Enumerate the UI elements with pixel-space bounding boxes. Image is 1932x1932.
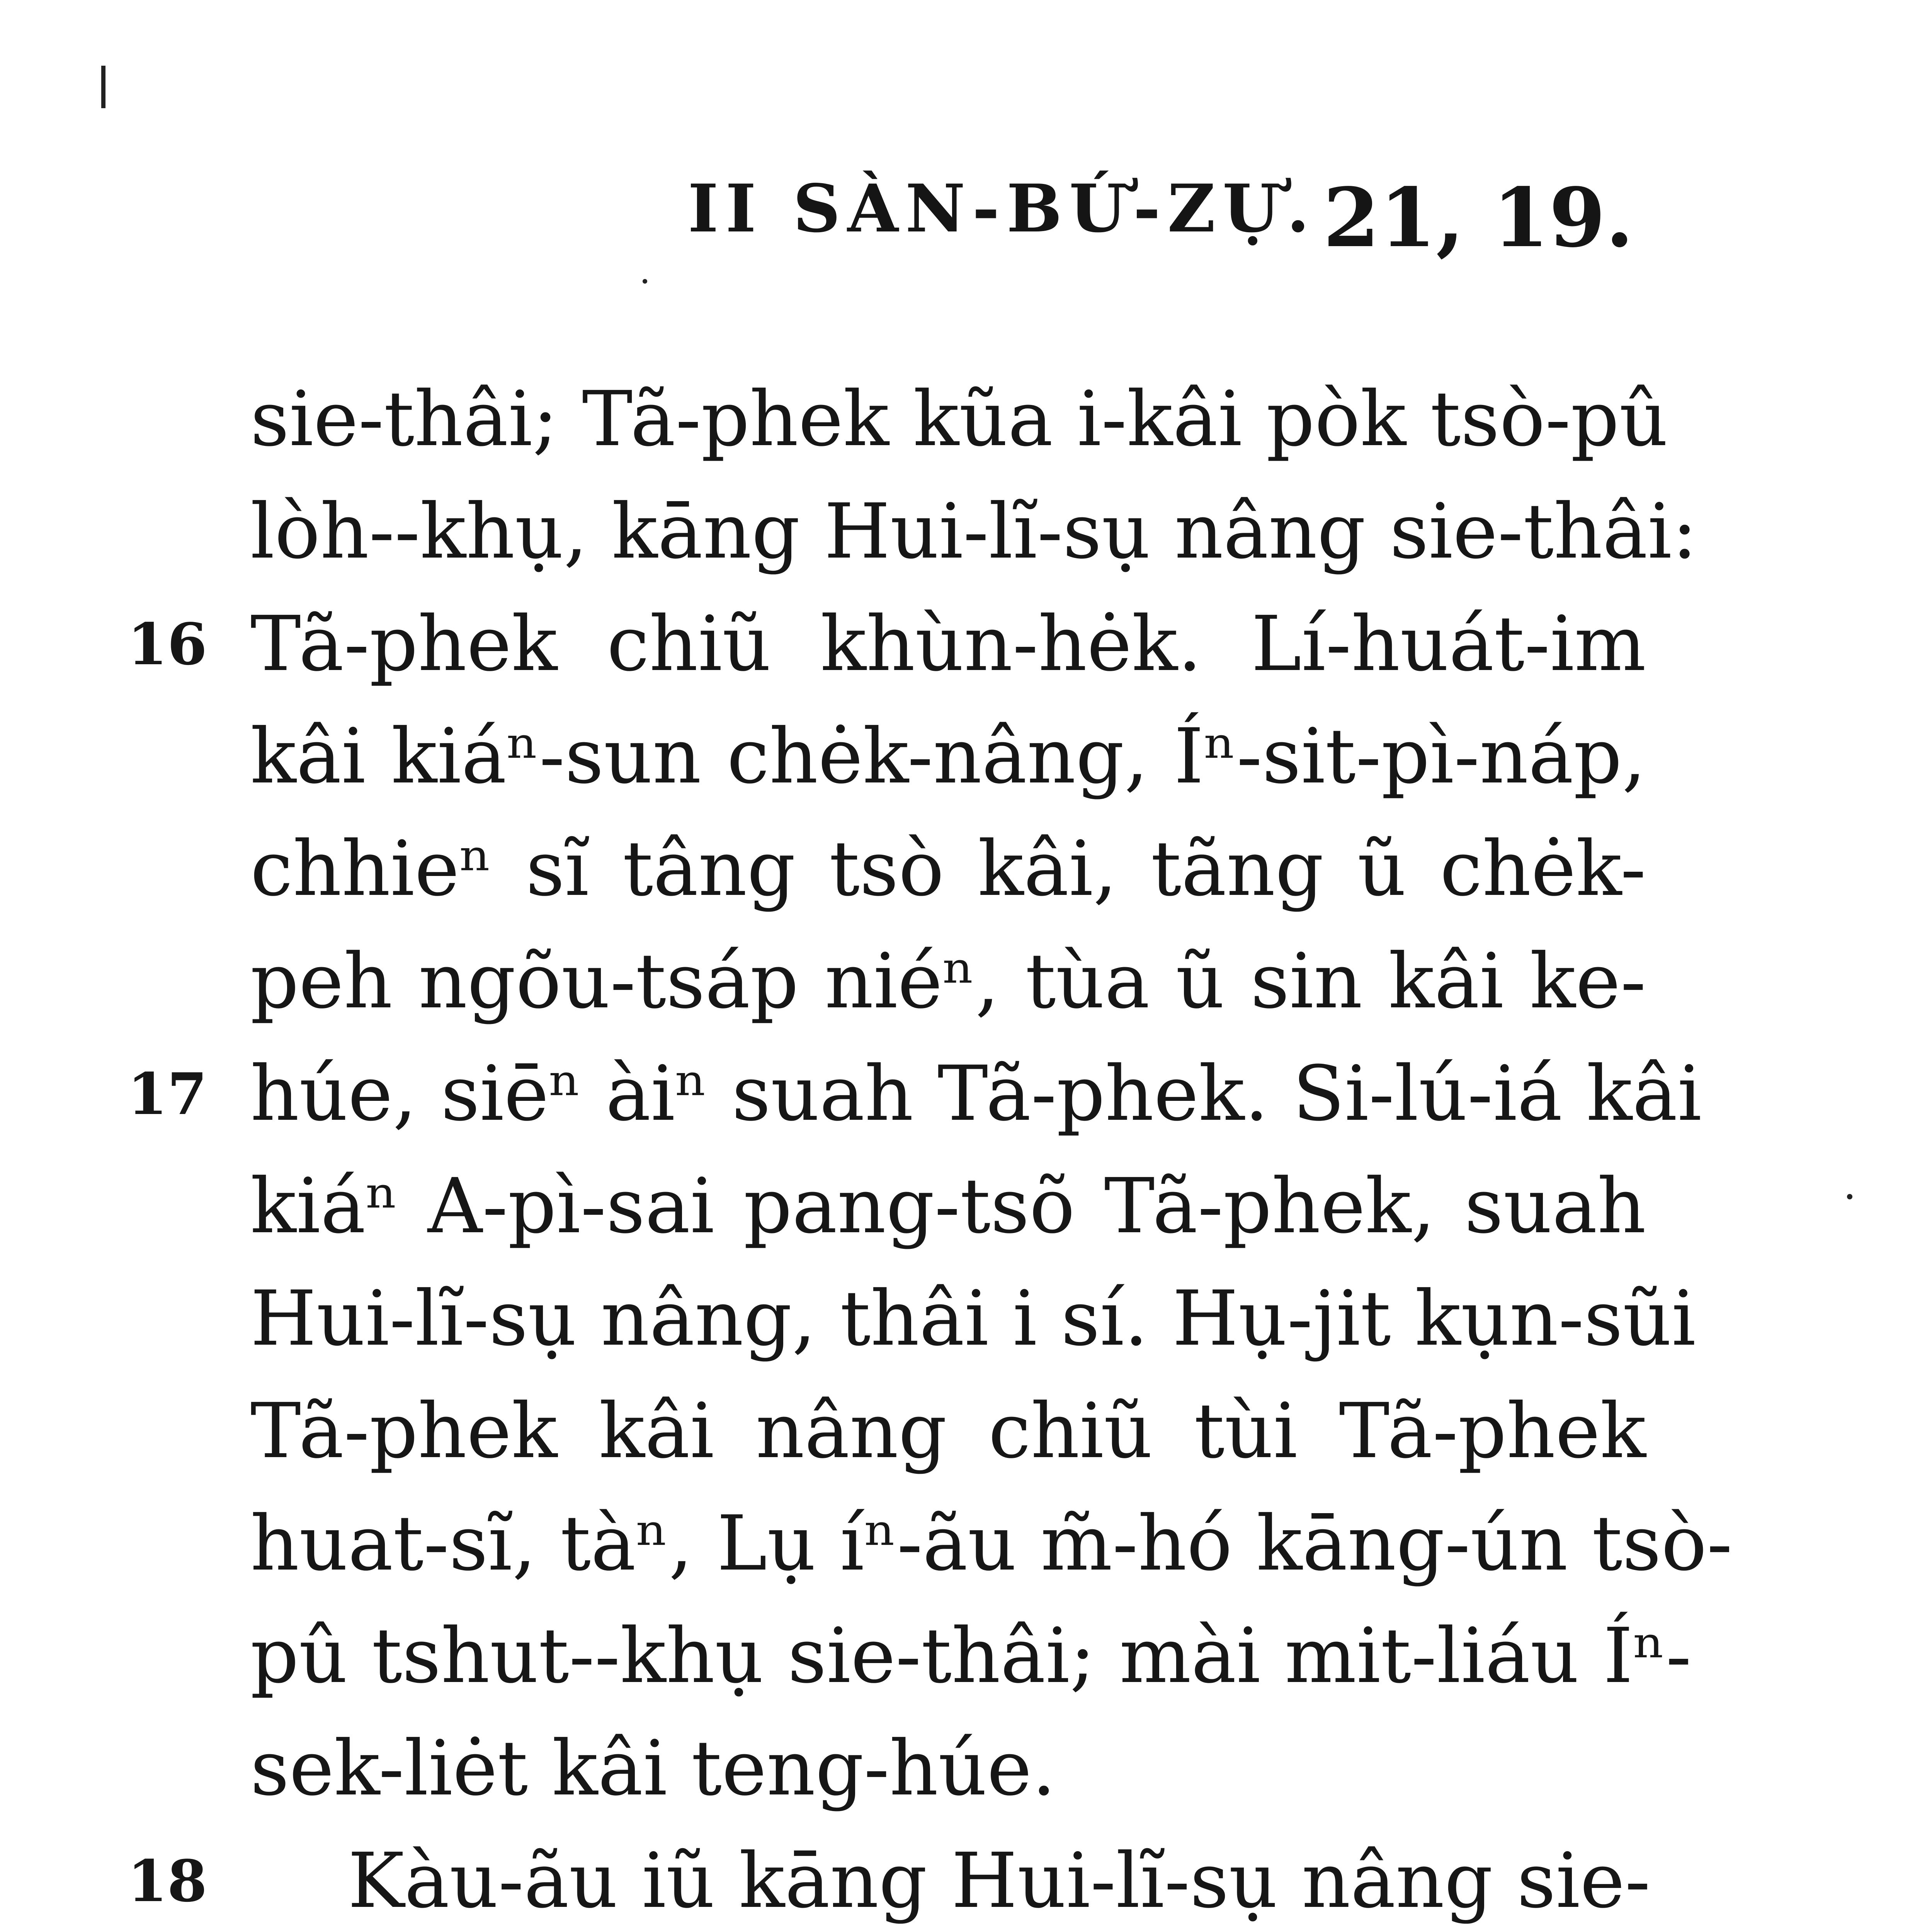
- line-text: peh ngõu-tsáp niéⁿ, tùa ũ sin kâi ke-: [250, 937, 1646, 1026]
- text-line: [128, 1713, 1646, 1825]
- text-line: [128, 1600, 1692, 1713]
- margin-mark: [101, 66, 105, 108]
- text-line: [128, 476, 1697, 588]
- verse-number: 16: [128, 611, 207, 678]
- page-header: [688, 170, 1634, 263]
- text-line: [128, 925, 1646, 1038]
- line-text: Kàu-ãu iũ kāng Hui-lĩ-sụ nâng sie-: [348, 1837, 1651, 1925]
- line-text: Hui-lĩ-sụ nâng, thâi i sí. Hụ-jit kụn-sũi: [250, 1275, 1696, 1363]
- line-text: lòh--khụ, kāng Hui-lĩ-sụ nâng sie-thâi:: [250, 488, 1697, 576]
- text-line: [128, 1375, 1646, 1488]
- line-text: Tã-phek kâi nâng chiũ tùi Tã-phek: [250, 1387, 1646, 1475]
- text-line: [128, 363, 1668, 476]
- scripture-text: [128, 363, 1733, 1932]
- text-line: [128, 1038, 1702, 1150]
- text-line: [128, 1263, 1696, 1375]
- verse-number: 17: [128, 1060, 207, 1128]
- line-text: chhieⁿ sĩ tâng tsò kâi, tãng ũ chėk-: [250, 825, 1646, 913]
- text-line: [128, 1488, 1733, 1600]
- line-text: pû tshut--khụ sie-thâi; mài mit-liáu Íⁿ-: [250, 1612, 1692, 1700]
- speck-mark: [643, 279, 647, 284]
- chapter-verse-reference: 21, 19.: [1323, 170, 1634, 265]
- text-line: [128, 1150, 1646, 1263]
- line-text: Tã-phek chiũ khùn-hėk. Lí-huát-im: [250, 600, 1646, 688]
- text-line: [128, 813, 1646, 925]
- text-line: [128, 701, 1646, 813]
- verse-number: 18: [128, 1847, 207, 1915]
- line-text: kâi kiáⁿ-sun chėk-nâng, Íⁿ-sit-pì-náp,: [250, 713, 1646, 801]
- text-line: [128, 1825, 1651, 1932]
- line-text: húe, siēⁿ àiⁿ suah Tã-phek. Si-lú-iá kâi: [250, 1050, 1702, 1138]
- line-text: sek-liėt kâi teng-húe.: [250, 1725, 1056, 1813]
- line-text: kiáⁿ A-pì-sai pang-tsõ Tã-phek, suah: [250, 1162, 1646, 1250]
- line-text: huat-sĩ, tàⁿ, Lụ íⁿ-ãu m̃-hó kāng-ún tsò-: [250, 1500, 1733, 1588]
- text-line: [128, 588, 1646, 701]
- speck-mark: [1847, 1194, 1852, 1199]
- running-title: II SÀN-BỨ-ZỰ.: [688, 170, 1316, 247]
- line-text: sie-thâi; Tã-phek kũa i-kâi pòk tsò-pû: [250, 375, 1668, 463]
